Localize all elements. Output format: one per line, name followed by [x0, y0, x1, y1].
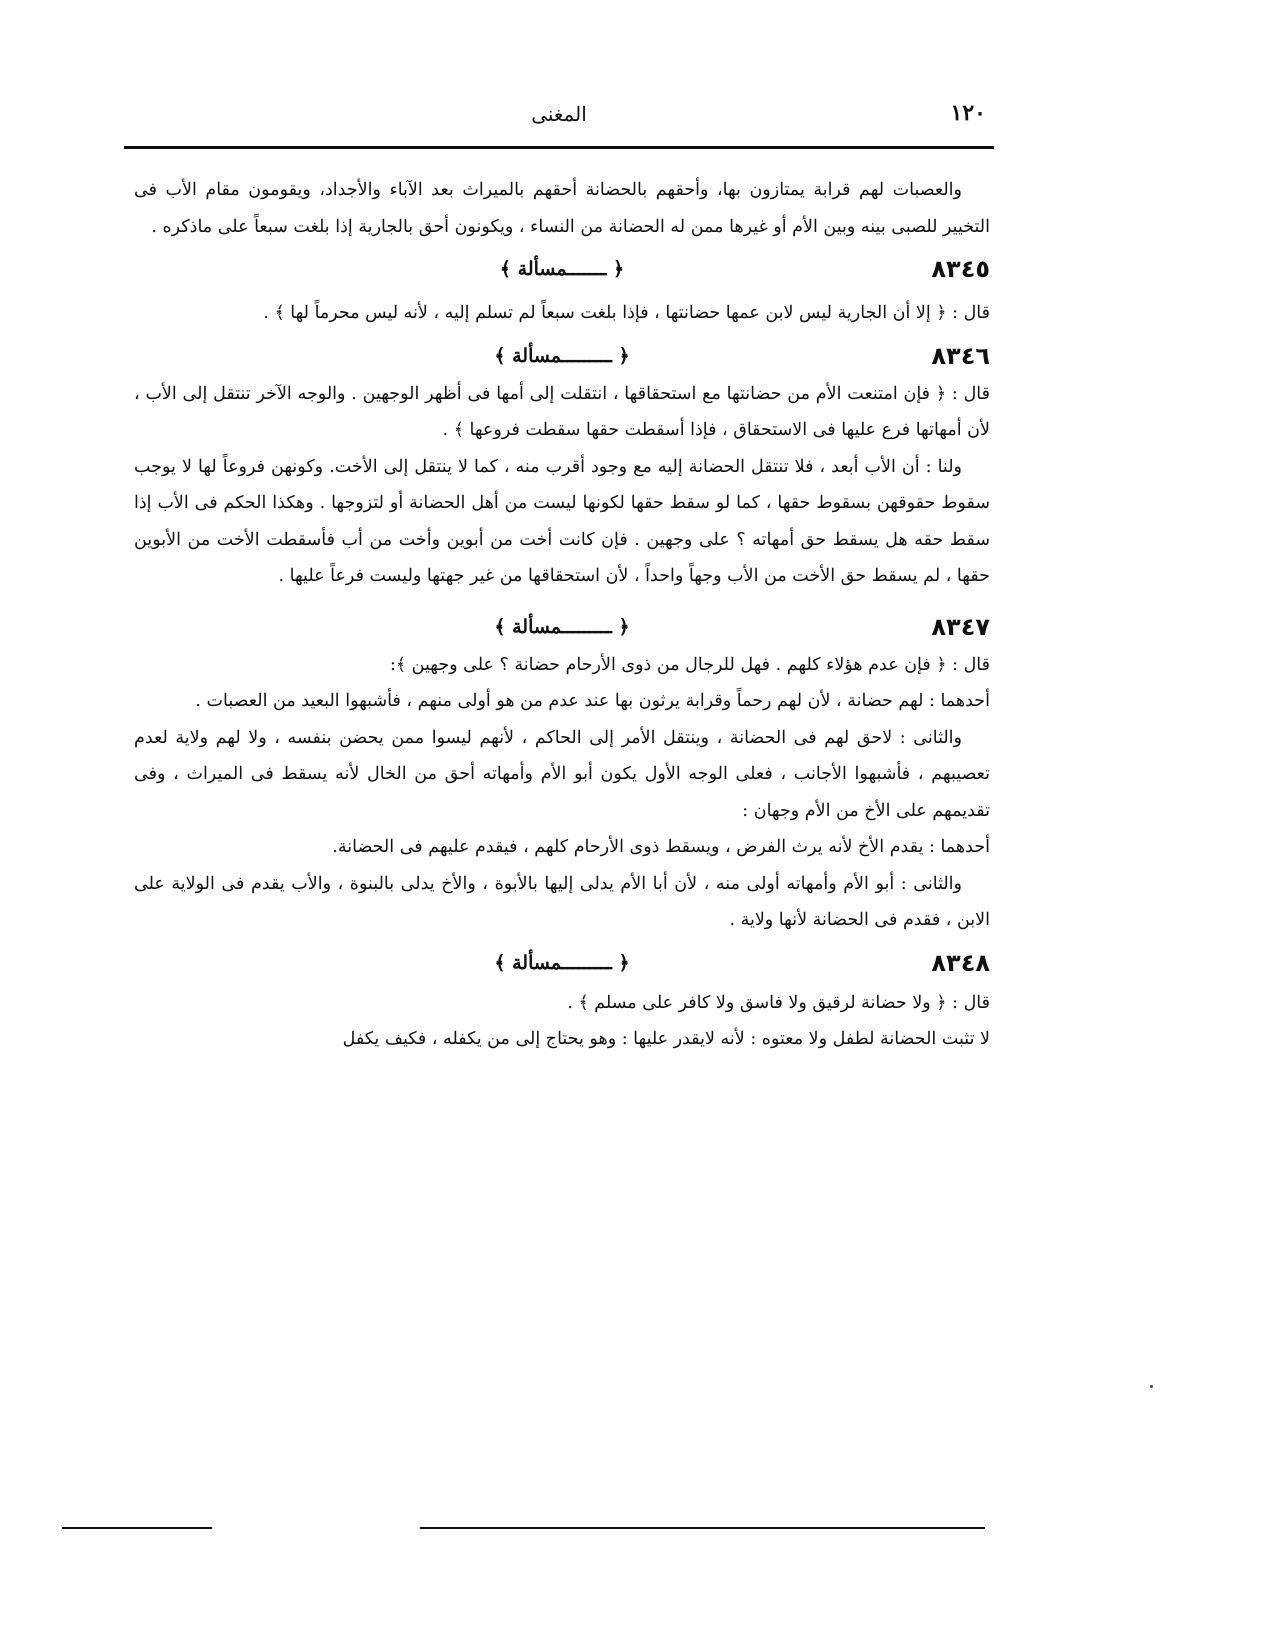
paragraph: قال : ﴿ إلا أن الجارية ليس لابن عمها حضانتها ، فإذا بلغت سبعاً لم تسلم إليه ، لأنه ليس محرماً لها ﴾ .: [263, 303, 990, 323]
page-body: [134, 172, 990, 1058]
paragraph: أحدهما : لهم حضانة ، لأن لهم رحماً وقرابة يرثون بها عند عدم من هو أولى منهم ، فأشبهوا البعيد من العصبات .: [195, 691, 990, 711]
paragraph: قال : ﴿ فإن امتنعت الأم من حضانتها مع استحقاقها ، انتقلت إلى أمها فى أظهر الوجهين . والوجه الآخر تنتقل إلى الأب ، لأن أمهاتها فرع عليها فى الاستحقاق ، فإذا أسقطت حقها سقطت فروعها ﴾ .: [134, 383, 990, 440]
issue-title: ﴿ ـــــــــمسألة ﴾: [494, 951, 630, 974]
issue-number: ٨٣٤٨: [931, 948, 990, 977]
header-rule: [124, 146, 994, 149]
issue-title: ﴿ ـــــــمسألة ﴾: [499, 258, 625, 280]
issue-number: ٨٣٤٧: [931, 612, 990, 641]
issue-number: ٨٣٤٥: [931, 255, 990, 283]
issue-heading: [134, 332, 990, 376]
paragraph: قال : ﴿ ولا حضانة لرقيق ولا فاسق ولا كافر على مسلم ﴾ .: [567, 992, 990, 1013]
issue-heading: [134, 939, 990, 985]
paragraph: والثانى : لاحق لهم فى الحضانة ، وينتقل الأمر إلى الحاكم ، لأنهم ليسوا ممن يحضن بنفسه ، ولا لهم ولاية لعدم تعصيبهم ، فأشبهوا الأجانب ، فعلى الوجه الأول يكون أبو الأم وأمهاته أحق من الخال لأنه يسقط فى الميراث ، وفى تقديمهم على الأخ من الأم وجهان :: [134, 727, 990, 821]
paragraph: والثانى : أبو الأم وأمهاته أولى منه ، لأن أبا الأم يدلى إليها بالأبوة ، والأخ يدلى بالبنوة ، والأب يقدم فى الولاية على الابن ، فقدم فى الحضانة لأنها ولاية .: [134, 873, 990, 930]
paragraph: قال : ﴿ فإن عدم هؤلاء كلهم . فهل للرجال من ذوى الأرحام حضانة ؟ على وجهين ﴾:: [389, 654, 990, 675]
issue-title: ﴿ ـــــــــمسألة ﴾: [494, 344, 630, 367]
running-title: المغنى: [531, 102, 587, 126]
paragraph: لا تثبت الحضانة لطفل ولا معتوه : لأنه لايقدر عليها : وهو يحتاج إلى من يكفله ، فكيف يكفل: [342, 1029, 990, 1049]
footnote-rule-right: [420, 1527, 985, 1529]
paragraph: والعصبات لهم قرابة يمتازون بها، وأحقهم بالحضانة أحقهم بالميراث بعد الآباء والأجداد، ويقومون مقام الأب فى التخيير للصبى بينه وبين الأم أو غيرها ممن له الحضانة من النساء ، ويكونون أحق بالجارية إذا بلغت سبعاً على ماذكره .: [134, 180, 990, 237]
paragraph: أحدهما : يقدم الأخ لأنه يرث الفرض ، ويسقط ذوى الأرحام كلهم ، فيقدم عليهم فى الحضانة.: [332, 837, 990, 857]
page-header: [124, 100, 994, 136]
page-number: ١٢٠: [950, 100, 986, 126]
paragraph: ولنا : أن الأب أبعد ، فلا تنتقل الحضانة إليه مع وجود أقرب منه ، كما لا ينتقل إلى الأخت. وكونهن فروعاً لها لا يوجب سقوط حقوقهن بسقوط حقها ، كما لو سقط حقها لكونها ليست من أهل الحضانة أو لتزوجها . وهكذا الحكم فى الأب إذا سقط حقه هل يسقط حق أمهاته ؟ على وجهين . فإن كانت أخت من أبوين وأخت من أب فأسقطت الأخت من الأبوين حقها ، لم يسقط حق الأخت من الأب وجهاً واحداً ، لأن استحقاقها من غير جهتها وليست فرعاً عليها .: [134, 456, 990, 586]
issue-heading: [134, 245, 990, 295]
footnote-rule-left: [62, 1527, 212, 1529]
scan-speck: [1150, 1385, 1153, 1388]
issue-title: ﴿ ـــــــــمسألة ﴾: [494, 615, 630, 638]
issue-number: ٨٣٤٦: [931, 341, 990, 370]
issue-heading: [134, 603, 990, 647]
